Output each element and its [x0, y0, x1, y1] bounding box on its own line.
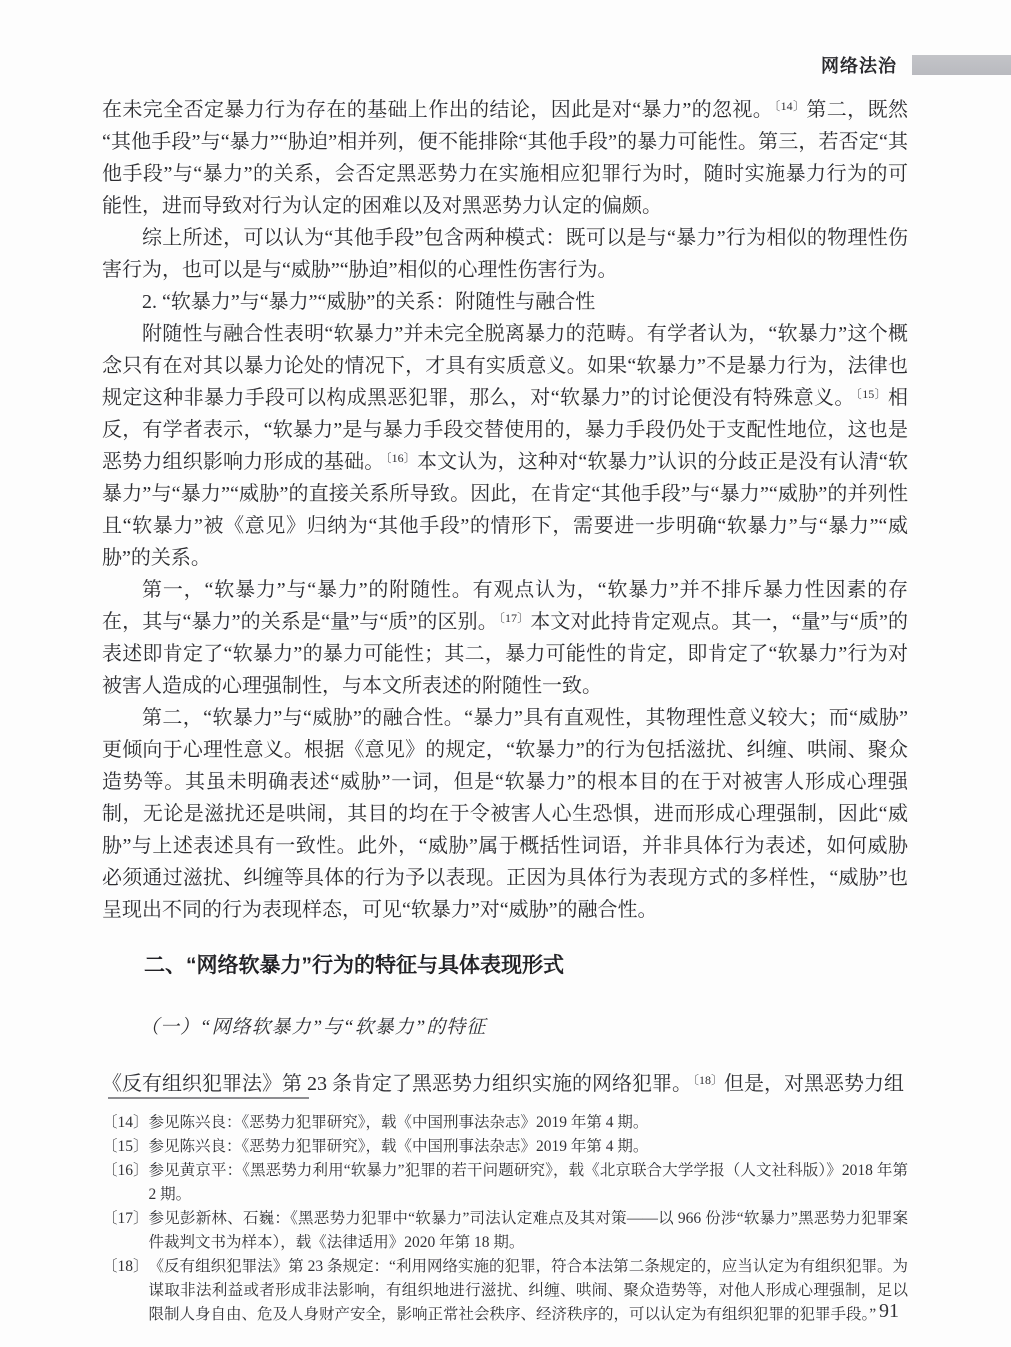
footnote-item [102, 1255, 908, 1327]
page-number: 91 [879, 1300, 899, 1322]
footnote-label: 〔17〕 [102, 1210, 149, 1227]
page-header [0, 52, 1011, 78]
paragraph: 附随性与融合性表明“软暴力”并未完全脱离暴力的范畴。有学者认为，“软暴力”这个概念只有在对其以暴力论处的情况下，才具有实质意义。如果“软暴力”不是暴力行为，法律也规定这种非暴力手段可以构成黑恶犯罪，那么，对“软暴力”的讨论便没有特殊意义。$^{〔15〕}$相反，有学者表示，“软暴力”是与暴力手段交替使用的，暴力手段仍处于支配性地位，这也是恶势力组织影响力形成的基础。$^{〔16〕}$本文认为，这种对“软暴力”认识的分歧正是没有认清“软暴力”与“暴力”“威胁”的直接关系所导致。因此，在肯定“其他手段”与“暴力”“威胁”的并列性且“软暴力”被《意见》归纳为“其他手段”的情形下，需要进一步明确“软暴力”与“暴力”“威胁”的关系。 [102, 323, 908, 569]
footnote-ref-18: 〔18〕 [693, 1073, 724, 1087]
article-body [102, 94, 908, 1100]
footnote-text: 参见彭新林、石巍：《黑恶势力犯罪中“软暴力”司法认定难点及其对策——以 966 份涉“软暴力”黑恶势力犯罪案件裁判文书为样本），载《法律适用》2020 年第 18 期。 [148, 1210, 908, 1251]
footnote-text: 参见陈兴良：《恶势力犯罪研究》，载《中国刑事法杂志》2019 年第 4 期。 [148, 1114, 649, 1131]
footnote-text: 参见陈兴良：《恶势力犯罪研究》，载《中国刑事法杂志》2019 年第 4 期。 [148, 1138, 649, 1155]
paragraph: 第一，“软暴力”与“暴力”的附随性。有观点认为，“软暴力”并不排斥暴力性因素的存在，其与“暴力”的关系是“量”与“质”的区别。$^{〔17〕}$本文对此持肯定观点。其一，“量”与“质”的表述即肯定了“软暴力”的暴力可能性；其二，暴力可能性的肯定，即肯定了“软暴力”行为对被害人造成的心理强制性，与本文所表述的附随性一致。 [102, 579, 908, 697]
footnote-label: 〔15〕 [102, 1138, 149, 1155]
paragraph: 第二，“软暴力”与“威胁”的融合性。“暴力”具有直观性，其物理性意义较大；而“威胁”更倾向于心理性意义。根据《意见》的规定，“软暴力”的行为包括滋扰、纠缠、哄闹、聚众造势等。其虽未明确表述“威胁”一词，但是“软暴力”的根本目的在于对被害人形成心理强制，无论是滋扰还是哄闹，其目的均在于令被害人心生恐惧，进而形成心理强制，因此“威胁”与上述表述具有一致性。此外，“威胁”属于概括性词语，并非具体行为表述，如何威胁必须通过滋扰、纠缠等具体的行为予以表现。正因为具体行为表现方式的多样性，“威胁”也呈现出不同的行为表现样态，可见“软暴力”对“威胁”的融合性。 [102, 707, 908, 921]
footnote-label: 〔14〕 [102, 1114, 149, 1131]
subsection-heading: （一）“网络软暴力”与“软暴力”的特征 [140, 1017, 487, 1038]
section-heading: 二、“网络软暴力”行为的特征与具体表现形式 [144, 954, 564, 977]
header-decorative-bar [912, 55, 1011, 75]
footnote-ref-15: 〔15〕 [855, 387, 887, 401]
section-label: 网络法治 [821, 56, 897, 76]
footnote-item [102, 1135, 908, 1159]
paragraph: 综上所述，可以认为“其他手段”包含两种模式：既可以是与“暴力”行为相似的物理性伤害行为，也可以是与“威胁”“胁迫”相似的心理性伤害行为。 [102, 227, 908, 281]
footnote-item [102, 1159, 908, 1207]
paragraph: 在未完全否定暴力行为存在的基础上作出的结论，因此是对“暴力”的忽视。$^{〔14〕}$第二，既然“其他手段”与“暴力”“胁迫”相并列，便不能排除“其他手段”的暴力可能性。第三，若否定“其他手段”与“暴力”的关系，会否定黑恶势力在实施相应犯罪行为时，随时实施暴力行为的可能性，进而导致对行为认定的困难以及对黑恶势力认定的偏颇。 [102, 99, 908, 217]
footnotes-section [102, 1097, 908, 1327]
footnote-ref-16: 〔16〕 [385, 451, 416, 465]
footnote-label: 〔16〕 [102, 1162, 149, 1179]
footnote-text: 《反有组织犯罪法》第 23 条规定：“利用网络实施的犯罪，符合本法第二条规定的，应当认定为有组织犯罪。为谋取非法利益或者形成非法影响，有组织地进行滋扰、纠缠、哄闹、聚众造势等，对他人形成心理强制，足以限制人身自由、危及人身财产安全，影响正常社会秩序、经济秩序的，可以认定为有组织犯罪的犯罪手段。” [148, 1258, 908, 1323]
footnote-label: 〔18〕 [102, 1258, 149, 1275]
numbered-subheading: 2. “软暴力”与“暴力”“威胁”的关系：附随性与融合性 [142, 291, 596, 313]
footnote-item [102, 1207, 908, 1255]
paragraph: 《反有组织犯罪法》第 23 条肯定了黑恶势力组织实施的网络犯罪。$^{〔18〕}$但是，对黑恶势力组 [102, 1073, 905, 1095]
footnote-text: 参见黄京平：《黑恶势力利用“软暴力”犯罪的若干问题研究》，载《北京联合大学学报（人文社科版）》2018 年第 2 期。 [148, 1162, 908, 1203]
footnote-ref-14: 〔14〕 [774, 99, 806, 113]
footnote-item [102, 1111, 908, 1135]
footnote-ref-17: 〔17〕 [498, 611, 530, 625]
footnote-separator [108, 1097, 309, 1099]
